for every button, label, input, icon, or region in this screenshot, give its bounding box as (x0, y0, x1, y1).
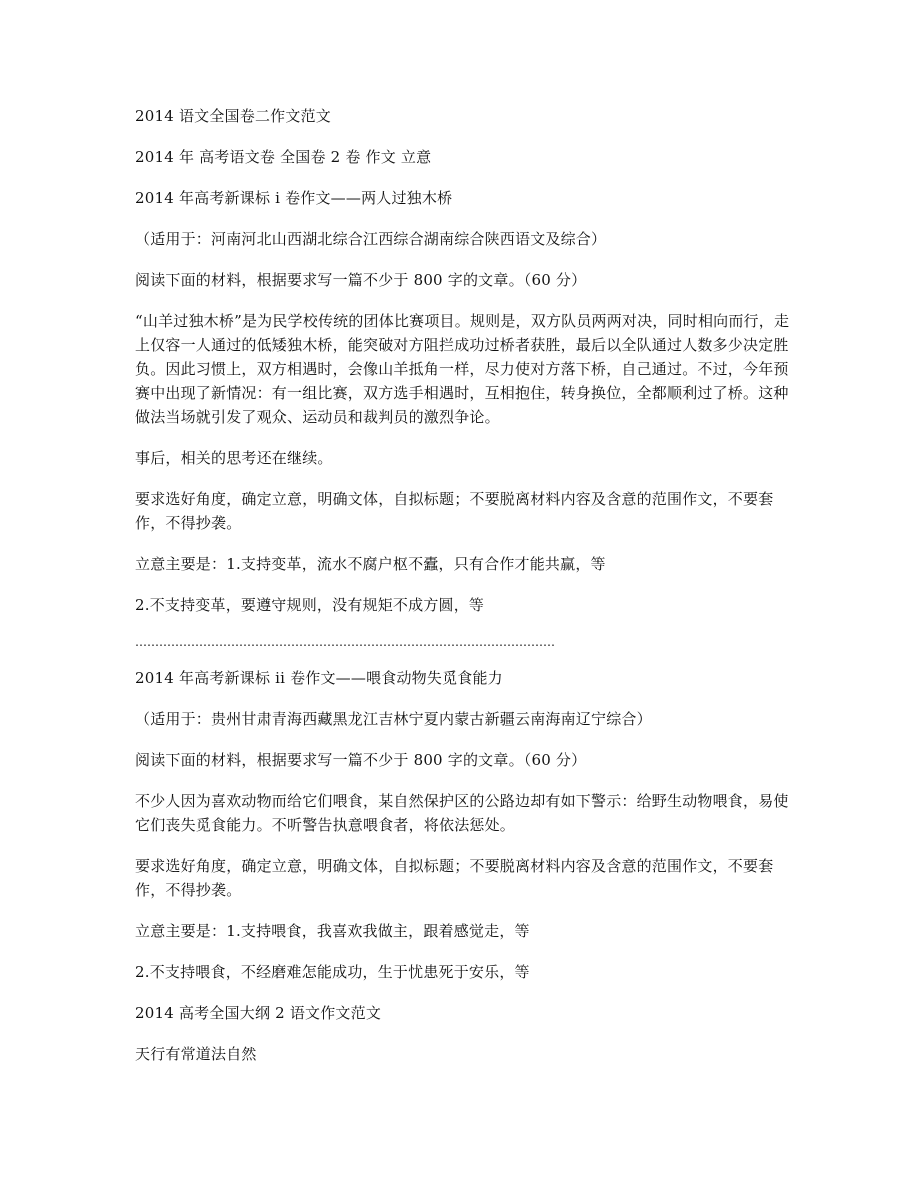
theme-point-1b: 2.不支持变革，要遵守规则，没有规矩不成方圆，等 (135, 596, 485, 614)
material-2: 不少人因为喜欢动物而给它们喂食，某自然保护区的公路边却有如下警示：给野生动物喂食，易使它们丧失觅食能力。不听警告执意喂食者，将依法惩处。 (135, 792, 789, 834)
section-heading-2: 2014 年高考新课标 ii 卷作文——喂食动物失觅食能力 (135, 669, 503, 687)
dotted-divider: …………………………………………………………………………………………… (135, 635, 555, 649)
applicable-regions-2: （适用于：贵州甘肃青海西藏黑龙江吉林宁夏内蒙古新疆云南海南辽宁综合） (135, 710, 652, 728)
afterword-1: 事后，相关的思考还在继续。 (135, 449, 333, 467)
instruction-1: 阅读下面的材料，根据要求写一篇不少于 800 字的文章。（60 分） (135, 271, 587, 289)
section-heading-3: 2014 高考全国大纲 2 语文作文范文 (135, 1004, 382, 1022)
document-body (135, 104, 795, 1083)
requirements-1: 要求选好角度，确定立意，明确文体，自拟标题；不要脱离材料内容及含意的范围作文，不要套作，不得抄袭。 (135, 490, 774, 532)
doc-subtitle: 2014 年 高考语文卷 全国卷 2 卷 作文 立意 (135, 148, 432, 166)
theme-point-2b: 2.不支持喂食，不经磨难怎能成功，生于忧患死于安乐，等 (135, 963, 530, 981)
instruction-2: 阅读下面的材料，根据要求写一篇不少于 800 字的文章。（60 分） (135, 751, 587, 769)
material-1: “山羊过独木桥”是为民学校传统的团体比赛项目。规则是，双方队员两两对决，同时相向而行，走上仅容一人通过的低矮独木桥，能突破对方阻拦成功过桥者获胜，最后以全队通过人数多少决定胜负。因此习惯上，双方相遇时，会像山羊抵角一样，尽力使对方落下桥，自己通过。不过，今年预赛中出现了新情况：有一组比赛，双方选手相遇时，互相抱住，转身换位，全都顺利过了桥。这种做法当场就引发了观众、运动员和裁判员的激烈争论。 (135, 312, 790, 426)
doc-title: 2014 语文全国卷二作文范文 (135, 107, 331, 125)
applicable-regions-1: （适用于：河南河北山西湖北综合江西综合湖南综合陕西语文及综合） (135, 230, 607, 248)
requirements-2: 要求选好角度，确定立意，明确文体，自拟标题；不要脱离材料内容及含意的范围作文，不要套作，不得抄袭。 (135, 857, 774, 899)
essay-title: 天行有常道法自然 (135, 1045, 257, 1063)
theme-point-1a: 立意主要是：1.支持变革，流水不腐户枢不蠹，只有合作才能共赢，等 (135, 555, 606, 573)
section-heading-1: 2014 年高考新课标 i 卷作文——两人过独木桥 (135, 189, 453, 207)
theme-point-2a: 立意主要是：1.支持喂食，我喜欢我做主，跟着感觉走，等 (135, 922, 530, 940)
